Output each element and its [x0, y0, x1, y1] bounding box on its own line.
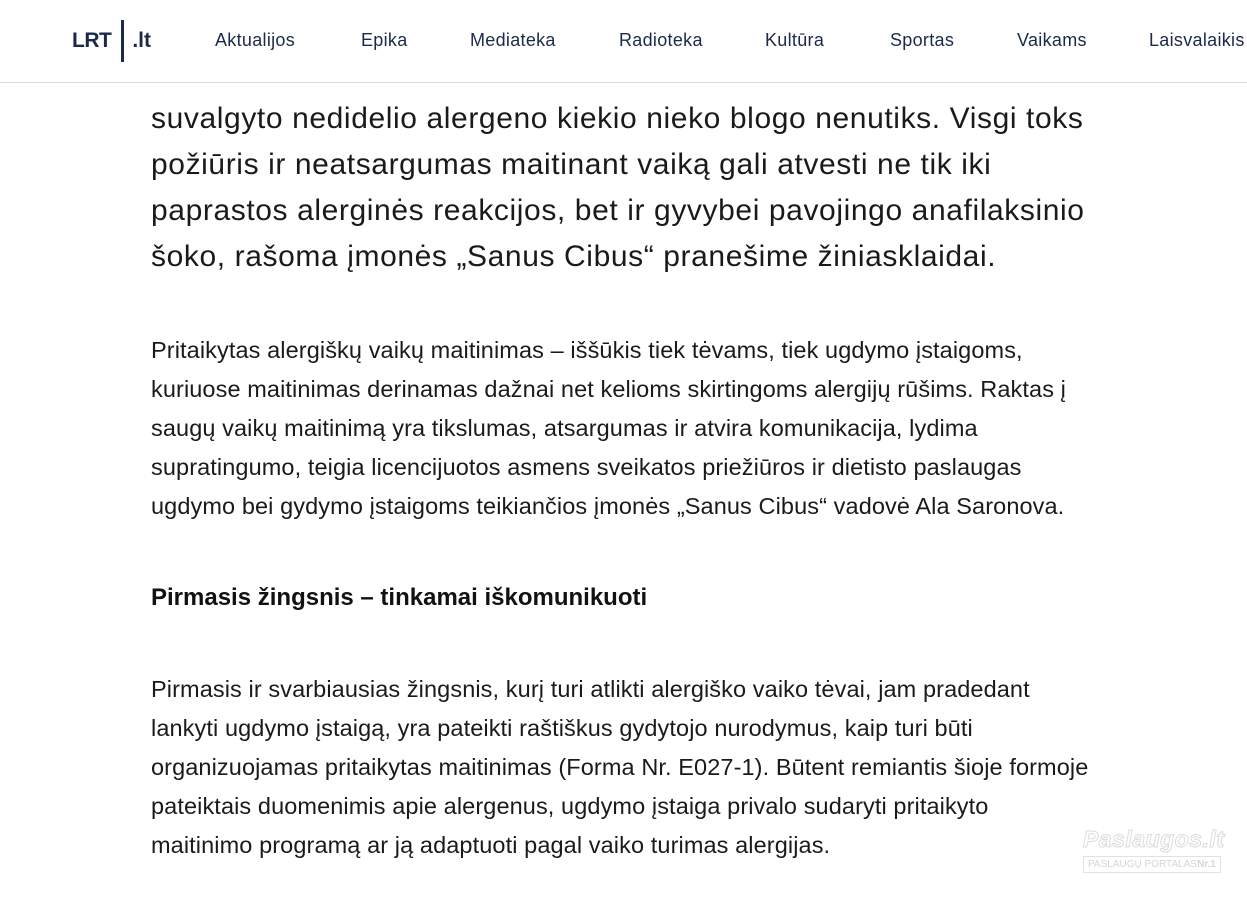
paragraph-line: maitinimo programą ar ją adaptuoti pagal vaiko turimas alergijas. [151, 832, 831, 858]
paragraph-line: organizuojamas pritaikytas maitinimas (Forma Nr. E027-1). Būtent remiantis šioje formoje [151, 754, 1089, 780]
paragraph-line: lankyti ugdymo įstaigą, yra pateikti raštiškus gydytojo nurodymus, kaip turi būti [151, 715, 973, 741]
nav-item-vaikams[interactable]: Vaikams [1017, 30, 1087, 50]
watermark-tagline-box [1083, 856, 1221, 873]
nav-item-kultura[interactable]: Kultūra [765, 30, 825, 50]
paragraph-line: Pritaikytas alergiškų vaikų maitinimas – iššūkis tiek tėvams, tiek ugdymo įstaigoms, [151, 337, 1023, 363]
watermark-brand: Paslaugos.lt [1083, 826, 1225, 852]
lead-line: paprastos alerginės reakcijos, bet ir gyvybei pavojingo anafilaksinio [151, 194, 1085, 227]
nav-item-aktualijos[interactable]: Aktualijos [215, 30, 296, 50]
lead-line: šoko, rašoma įmonės „Sanus Cibus“ pranešime žiniasklaidai. [151, 240, 997, 273]
paragraph-line: Pirmasis ir svarbiausias žingsnis, kurį turi atlikti alergiško vaiko tėvai, jam pradedant [151, 676, 1030, 702]
watermark-rank: Nr.1 [1197, 859, 1216, 870]
nav-item-mediateka[interactable]: Mediateka [470, 30, 556, 50]
nav-item-laisvalaikis[interactable]: Laisvalaikis [1149, 30, 1245, 50]
watermark-tagline: PASLAUGŲ PORTALAS [1088, 859, 1197, 870]
nav-item-radioteka[interactable]: Radioteka [619, 30, 703, 50]
paragraph-line: supratingumo, teigia licencijuotos asmens sveikatos priežiūros ir dietisto paslaugas [151, 454, 1022, 480]
paragraph-line: pateiktais duomenimis apie alergenus, ugdymo įstaiga privalo sudaryti pritaikyto [151, 793, 989, 819]
site-header [0, 0, 1247, 83]
main-nav [0, 0, 1247, 82]
lead-line: požiūris ir neatsargumas maitinant vaiką gali atvesti ne tik iki [151, 148, 992, 181]
section-heading: Pirmasis žingsnis – tinkamai iškomunikuoti [151, 584, 648, 611]
paragraph-line: kuriuose maitinimas derinamas dažnai net kelioms skirtingoms alergijų rūšims. Raktas į [151, 376, 1066, 402]
lead-line: suvalgyto nedidelio alergeno kiekio nieko blogo nenutiks. Visgi toks [151, 102, 1084, 135]
paragraph-line: ugdymo bei gydymo įstaigoms teikiančios įmonės „Sanus Cibus“ vadovė Ala Saronova. [151, 493, 1065, 519]
logo-tld-text: .lt [132, 29, 151, 52]
nav-item-sportas[interactable]: Sportas [890, 30, 955, 50]
paslaugos-watermark [1083, 826, 1223, 878]
nav-item-epika[interactable]: Epika [361, 30, 408, 50]
logo-lrt-text: LRT [72, 29, 112, 52]
paragraph-line: saugų vaikų maitinimą yra tikslumas, atsargumas ir atvira komunikacija, lydima [151, 415, 978, 441]
